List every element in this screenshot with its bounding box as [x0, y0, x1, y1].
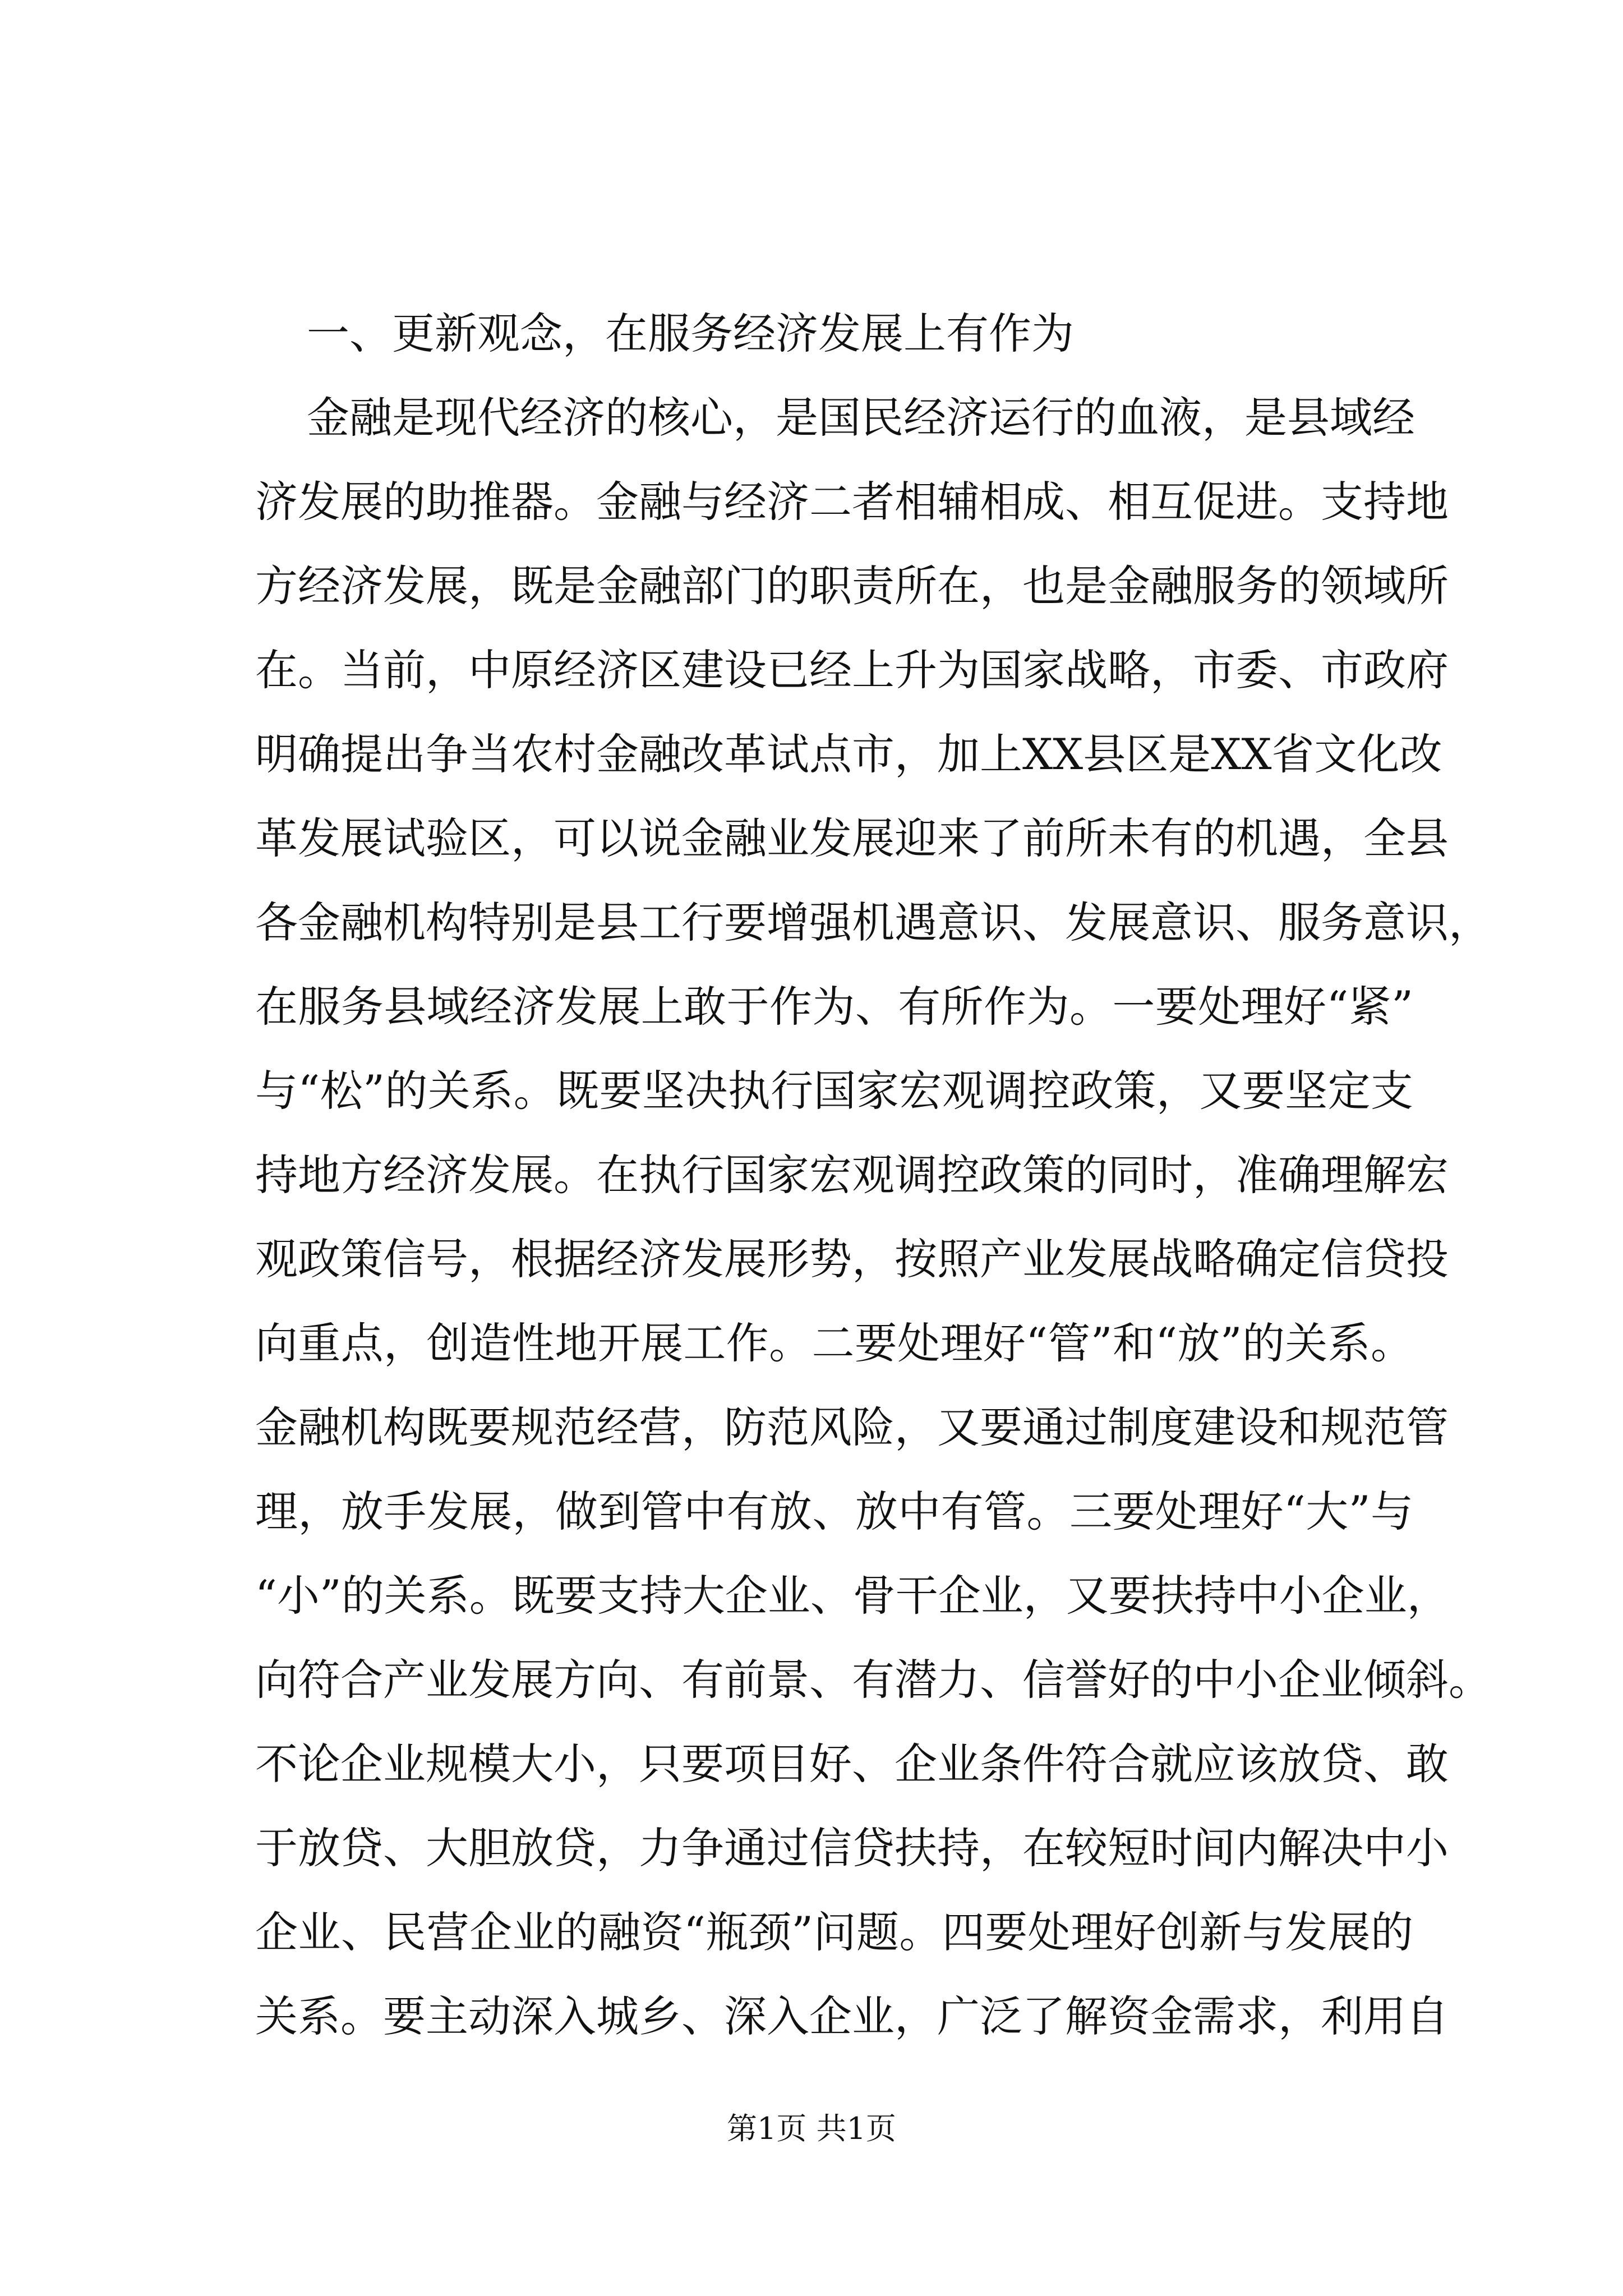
paragraph-line: “小”的关系。既要支持大企业、骨干企业，又要扶持中小企业，	[255, 1571, 1450, 1621]
paragraph-line: 金融是现代经济的核心，是国民经济运行的血液，是县域经	[307, 393, 1415, 443]
paragraph-line: 革发展试验区，可以说金融业发展迎来了前所未有的机遇，全县	[255, 813, 1449, 863]
paragraph-line: 与“松”的关系。既要坚决执行国家宏观调控政策，又要坚定支	[255, 1066, 1413, 1116]
paragraph-line: 关系。要主动深入城乡、深入企业，广泛了解资金需求，利用自	[255, 1991, 1449, 2041]
paragraph-line: 向符合产业发展方向、有前景、有潜力、信誉好的中小企业倾斜。	[255, 1655, 1491, 1705]
section-heading: 一、更新观念，在服务经济发展上有作为	[307, 309, 1074, 358]
paragraph-line: 在服务县域经济发展上敢于作为、有所作为。一要处理好“紧”	[255, 982, 1413, 1032]
paragraph-line: 观政策信号，根据经济发展形势，按照产业发展战略确定信贷投	[255, 1234, 1449, 1284]
paragraph-line: 方经济发展，既是金融部门的职责所在，也是金融服务的领域所	[255, 561, 1449, 611]
paragraph-line: 向重点，创造性地开展工作。二要处理好“管”和“放”的关系。	[255, 1318, 1413, 1368]
page-footer: 第1页 共1页	[727, 2111, 896, 2146]
paragraph-line: 济发展的助推器。金融与经济二者相辅相成、相互促进。支持地	[255, 477, 1449, 527]
paragraph-line: 于放贷、大胆放贷，力争通过信贷扶持，在较短时间内解决中小	[255, 1823, 1449, 1873]
paragraph-line: 金融机构既要规范经营，防范风险，又要通过制度建设和规范管	[255, 1402, 1449, 1452]
paragraph-line: 各金融机构特别是县工行要增强机遇意识、发展意识、服务意识，	[255, 898, 1491, 947]
paragraph-line: 明确提出争当农村金融改革试点市，加上XX县区是XX省文化改	[255, 729, 1442, 779]
paragraph-line: 不论企业规模大小，只要项目好、企业条件符合就应该放贷、敢	[255, 1739, 1449, 1789]
paragraph-line: 持地方经济发展。在执行国家宏观调控政策的同时，准确理解宏	[255, 1150, 1449, 1200]
paragraph-line: 理，放手发展，做到管中有放、放中有管。三要处理好“大”与	[255, 1487, 1413, 1536]
paragraph-line: 在。当前，中原经济区建设已经上升为国家战略，市委、市政府	[255, 645, 1449, 695]
paragraph-line: 企业、民营企业的融资“瓶颈”问题。四要处理好创新与发展的	[255, 1907, 1413, 1957]
